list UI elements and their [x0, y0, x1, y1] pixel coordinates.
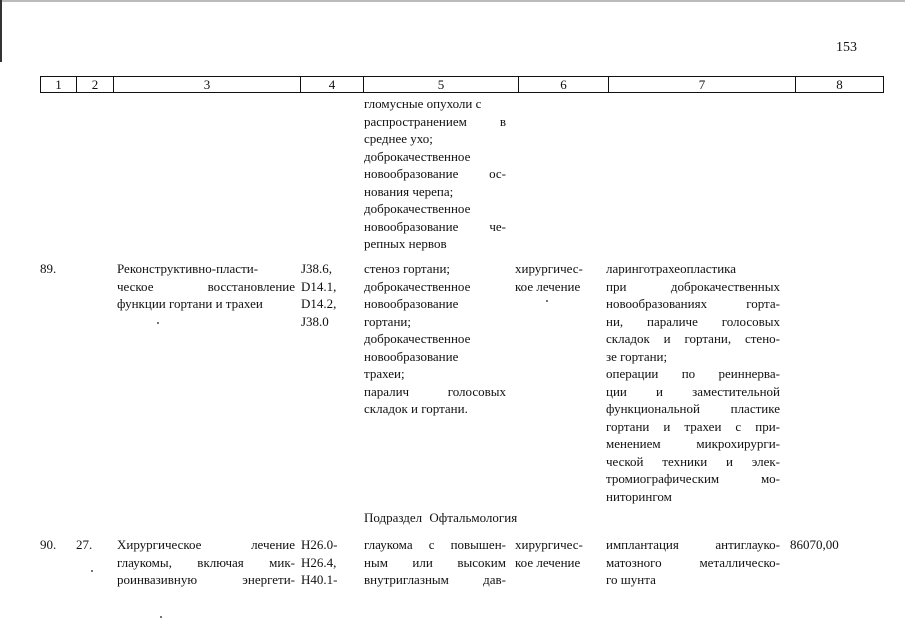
text-line: ларинготрахеопластика [606, 261, 737, 276]
column-number-4: 4 [301, 77, 364, 93]
text-line: ческой техники и элек- [606, 453, 780, 469]
text-line: складок и гортани, стено- [606, 331, 780, 346]
text-line: гломусные опухоли с [364, 96, 482, 111]
text-line: паралич голосовых [364, 383, 506, 399]
text-line: хирургичес- [515, 261, 583, 276]
text-line: доброкачественное [364, 331, 471, 346]
text-line: роинвазивную энергети- [117, 572, 295, 587]
text-line: новообразование [364, 348, 459, 364]
text-line: зе гортани; [606, 348, 668, 364]
scan-edge-top [0, 0, 905, 2]
text-line: глаукомы, включая мик- [117, 554, 295, 570]
subsection-heading: Подраздел Офтальмология [364, 510, 518, 525]
text-line: операции по реиннерва- [606, 366, 780, 381]
text-line: D14.1, [301, 278, 337, 294]
text-line: гортани; [364, 313, 411, 329]
text-line: ным или высоким [364, 554, 506, 570]
column-number-3: 3 [114, 77, 301, 93]
column-number-7: 7 [609, 77, 796, 93]
text-line: ниторингом [606, 488, 672, 504]
text-line: новообразование ос- [364, 166, 506, 181]
text-line: нования черепа; [364, 183, 454, 199]
text-line: тромиографическим мо- [606, 471, 780, 486]
column-number-header [40, 76, 884, 93]
scan-speck [546, 300, 548, 302]
row-89-treatment-method [606, 260, 780, 505]
text-line: ни, параличе голосовых [606, 313, 780, 329]
text-line: го шунта [606, 572, 656, 587]
text-line: функциональной пластике [606, 401, 780, 416]
text-line: J38.0 [301, 313, 329, 329]
text-line: стеноз гортани; [364, 261, 451, 276]
row-90-method-name [117, 536, 295, 589]
text-line: новообразованиях горта- [606, 296, 780, 311]
text-line: функции гортани и трахеи [117, 296, 263, 311]
row-89-icd-codes [301, 260, 357, 330]
text-line: доброкачественное [364, 148, 471, 164]
text-line: новообразование че- [364, 218, 506, 234]
text-line: ции и заместительной [606, 383, 780, 399]
row-89-treatment-type [515, 260, 600, 295]
row-90-treatment-method [606, 536, 780, 589]
text-line: H40.1- [301, 572, 338, 587]
row-90-norm-cost: 86070,00 [790, 537, 839, 552]
text-line: распространением в [364, 113, 506, 129]
text-line: ческое восстановление [117, 278, 295, 294]
text-line: Реконструктивно-пласти- [117, 261, 259, 276]
scan-edge-left [0, 0, 2, 62]
row-90-treatment-type [515, 536, 600, 571]
row-90-group-number: 27. [76, 537, 93, 552]
text-line: репных нервов [364, 236, 447, 251]
row-89-number: 89. [40, 261, 57, 276]
row-89-diagnoses [364, 260, 506, 418]
text-line: при доброкачественных [606, 278, 780, 294]
column-number-6: 6 [519, 77, 609, 93]
text-line: доброкачественное [364, 278, 471, 294]
text-line: трахеи; [364, 366, 405, 381]
row-90-icd-codes [301, 536, 357, 589]
scan-speck [160, 616, 162, 618]
text-line: матозного металлическо- [606, 554, 780, 570]
text-line: H26.4, [301, 554, 337, 570]
column-number-5: 5 [364, 77, 519, 93]
column-number-2: 2 [77, 77, 114, 93]
page-number: 153 [836, 40, 857, 55]
continued-diagnoses [364, 95, 506, 253]
text-line: среднее ухо; [364, 131, 433, 146]
text-line: внутриглазным дав- [364, 572, 506, 587]
column-number-8: 8 [796, 77, 884, 93]
text-line: хирургичес- [515, 537, 583, 552]
text-line: имплантация антиглауко- [606, 537, 780, 552]
column-number-1: 1 [41, 77, 77, 93]
text-line: H26.0- [301, 537, 338, 552]
text-line: глаукома с повышен- [364, 537, 506, 552]
row-89-method-name [117, 260, 295, 313]
row-90-number: 90. [40, 537, 57, 552]
text-line: доброкачественное [364, 201, 471, 216]
text-line: Хирургическое лечение [117, 537, 295, 552]
text-line: гортани и трахеи с при- [606, 418, 780, 434]
text-line: новообразование [364, 296, 459, 311]
text-line: J38.6, [301, 261, 333, 276]
row-90-diagnoses [364, 536, 506, 589]
text-line: D14.2, [301, 296, 337, 311]
text-line: складок и гортани. [364, 401, 468, 416]
scan-speck [157, 322, 159, 324]
text-line: менением микрохирурги- [606, 436, 780, 451]
text-line: кое лечение [515, 278, 581, 294]
text-line: кое лечение [515, 554, 581, 570]
scan-speck [91, 570, 93, 572]
